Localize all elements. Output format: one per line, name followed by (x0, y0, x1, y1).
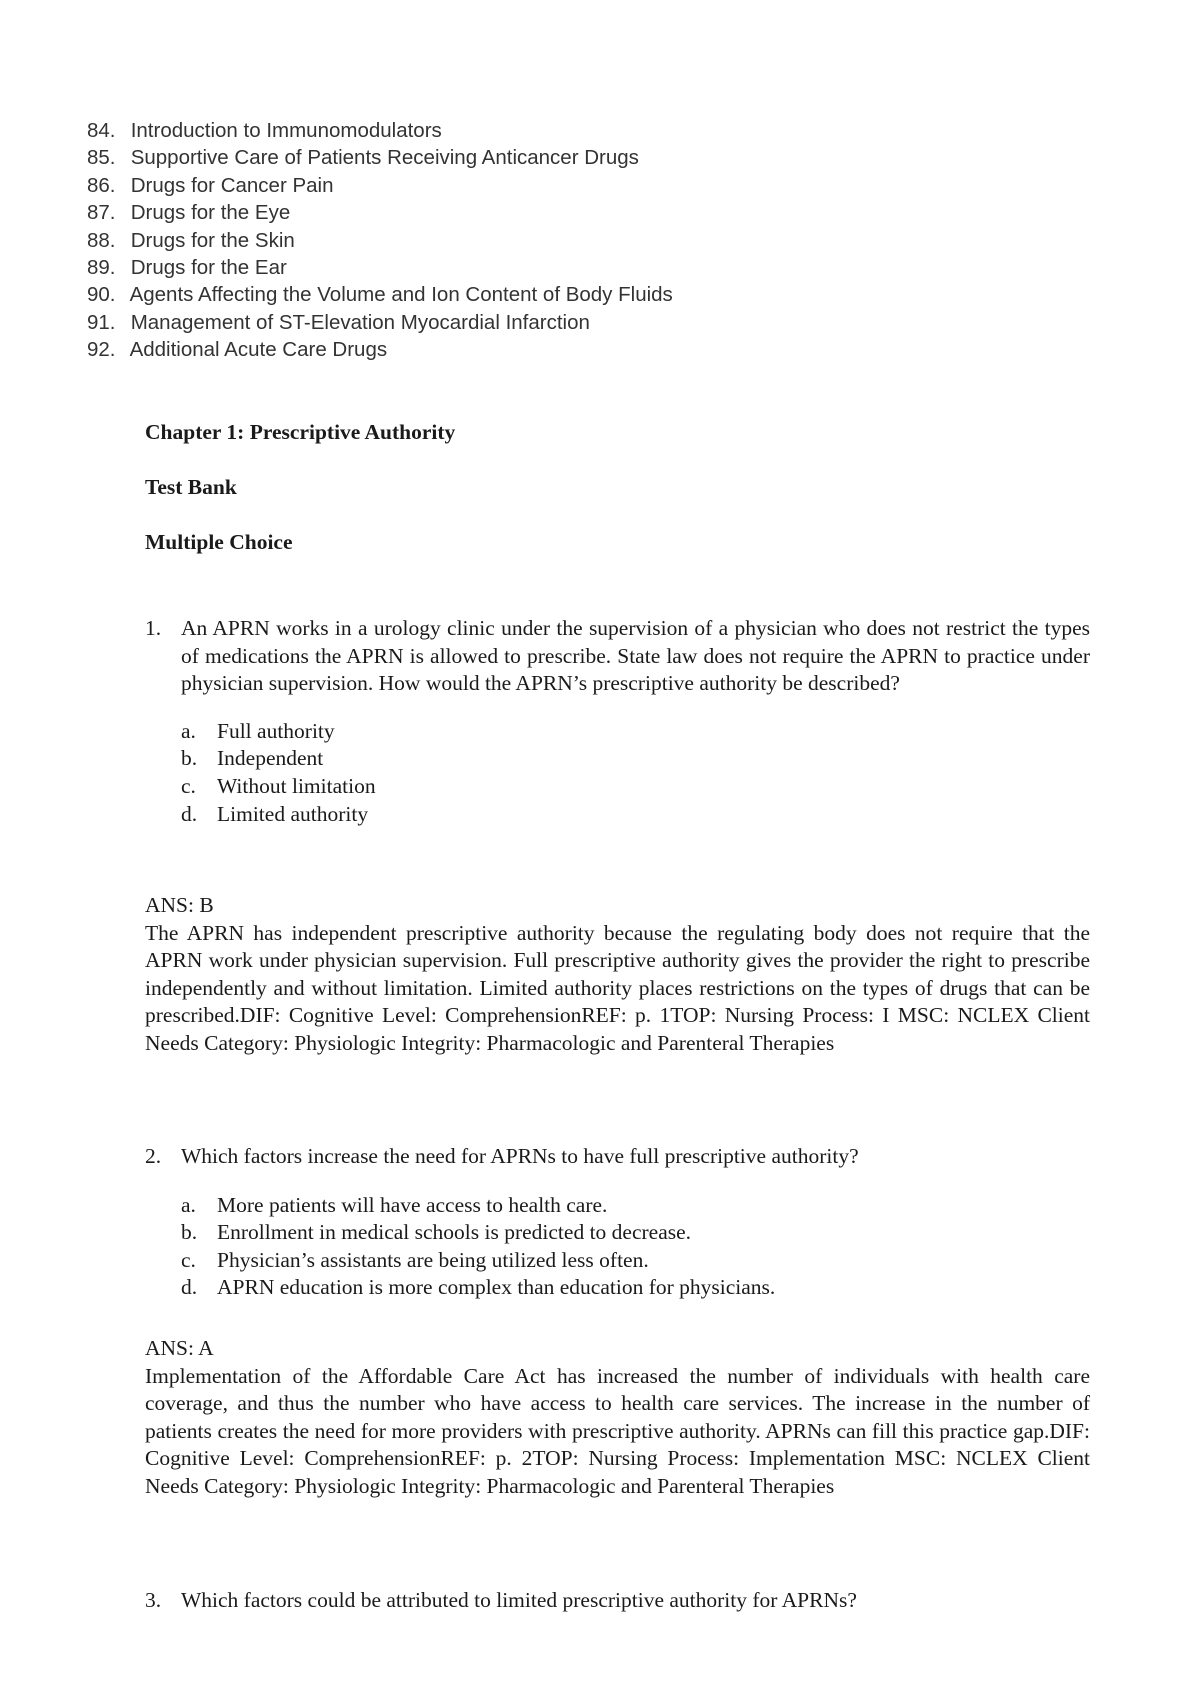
option-item (181, 1274, 1090, 1302)
option-item (181, 745, 1090, 773)
question-stem (145, 1587, 1090, 1615)
toc-title: Agents Affecting the Volume and Ion Content of Body Fluids (129, 283, 673, 307)
option-text: More patients will have access to health care. (217, 1192, 608, 1217)
toc-title: Management of ST-Elevation Myocardial Infarction (130, 310, 590, 334)
answer-rationale: The APRN has independent prescriptive authority because the regulating body does not require that the APRN work under physician supervision. Full prescriptive authority gives the provider the right to prescribe independently and without limitation. Limited authority places restrictions on the types of drugs that can be prescribed.DIF: Cognitive Level: ComprehensionREF: p. 1TOP: Nursing Process: I MSC: NCLEX Client Needs Category: Physiologic Integrity: Pharmacologic and Parenteral Therapies (145, 920, 1090, 1055)
toc-item (87, 254, 673, 281)
toc-list (87, 117, 673, 364)
toc-title: Drugs for the Skin (130, 228, 295, 252)
option-item (181, 1192, 1090, 1220)
toc-item (87, 336, 673, 363)
toc-item (87, 309, 673, 336)
option-item (181, 1219, 1090, 1247)
toc-item (87, 227, 673, 254)
toc-title: Supportive Care of Patients Receiving Anticancer Drugs (130, 146, 639, 170)
question-2 (145, 1143, 1090, 1302)
toc-item (87, 144, 673, 171)
question-1 (145, 615, 1090, 828)
section-title: Test Bank (145, 475, 237, 499)
toc-item (87, 117, 673, 144)
option-item (181, 1247, 1090, 1275)
question-text: Which factors could be attributed to limited prescriptive authority for APRNs? (181, 1588, 857, 1612)
toc-title: Introduction to Immunomodulators (130, 119, 442, 142)
option-letter: d. (181, 1275, 198, 1300)
toc-number: 91. (87, 310, 116, 334)
option-letter: d. (181, 801, 198, 826)
toc-item (87, 199, 673, 226)
toc-title: Drugs for the Ear (130, 256, 287, 280)
question-stem (145, 615, 1090, 698)
answer-block-1 (145, 892, 1090, 1058)
option-letter: c. (181, 773, 196, 798)
option-list (145, 718, 1090, 828)
toc-number: 85. (87, 146, 116, 170)
option-letter: a. (181, 1192, 196, 1217)
option-text: Full authority (217, 718, 335, 743)
option-letter: b. (181, 1220, 198, 1245)
option-text: Enrollment in medical schools is predicted to decrease. (217, 1220, 692, 1245)
question-stem (145, 1143, 1090, 1171)
option-text: Limited authority (217, 801, 369, 826)
toc-item (87, 281, 673, 308)
toc-number: 92. (87, 338, 116, 362)
toc-number: 90. (87, 283, 116, 307)
chapter-title: Chapter 1: Prescriptive Authority (145, 420, 456, 444)
option-text: Physician’s assistants are being utilized less often. (217, 1247, 649, 1272)
option-text: Without limitation (217, 773, 376, 798)
question-text: Which factors increase the need for APRNs to have full prescriptive authority? (181, 1144, 859, 1168)
option-letter: c. (181, 1247, 196, 1272)
answer-block-2 (145, 1335, 1090, 1501)
option-item (181, 773, 1090, 801)
toc-title: Additional Acute Care Drugs (129, 338, 388, 362)
toc-number: 88. (87, 228, 116, 252)
option-item (181, 801, 1090, 829)
toc-number: 86. (87, 173, 116, 197)
answer-key: ANS: A (145, 1336, 214, 1360)
toc-number: 84. (87, 119, 116, 142)
option-text: Independent (217, 746, 324, 771)
question-3 (145, 1587, 1090, 1615)
toc-title: Drugs for Cancer Pain (130, 173, 334, 197)
question-number: 3. (145, 1588, 162, 1612)
answer-key: ANS: B (145, 893, 214, 917)
option-list (145, 1192, 1090, 1302)
option-letter: a. (181, 718, 196, 743)
toc-title: Drugs for the Eye (130, 201, 291, 225)
answer-rationale: Implementation of the Affordable Care Act has increased the number of individuals with health care coverage, and thus the number who have access to health care services. The increase in the number of patients creates the need for more providers with prescriptive authority. APRNs can fill this practice gap.DIF: Cognitive Level: ComprehensionREF: p. 2TOP: Nursing Process: Implementation MSC: NCLEX Client Needs Category: Physiologic Integrity: Pharmacologic and Parenteral Therapies (145, 1363, 1090, 1498)
option-letter: b. (181, 746, 198, 771)
question-number: 1. (145, 616, 162, 640)
question-number: 2. (145, 1144, 162, 1168)
subsection-title: Multiple Choice (145, 530, 293, 554)
toc-item (87, 172, 673, 199)
toc-number: 89. (87, 256, 116, 280)
option-item (181, 718, 1090, 746)
toc-number: 87. (87, 201, 116, 225)
question-text: An APRN works in a urology clinic under the supervision of a physician who does not restrict the types of medications the APRN is allowed to prescribe. State law does not require the APRN to practice under physician supervision. How would the APRN’s prescriptive authority be described? (181, 616, 1090, 696)
option-text: APRN education is more complex than education for physicians. (217, 1275, 776, 1300)
